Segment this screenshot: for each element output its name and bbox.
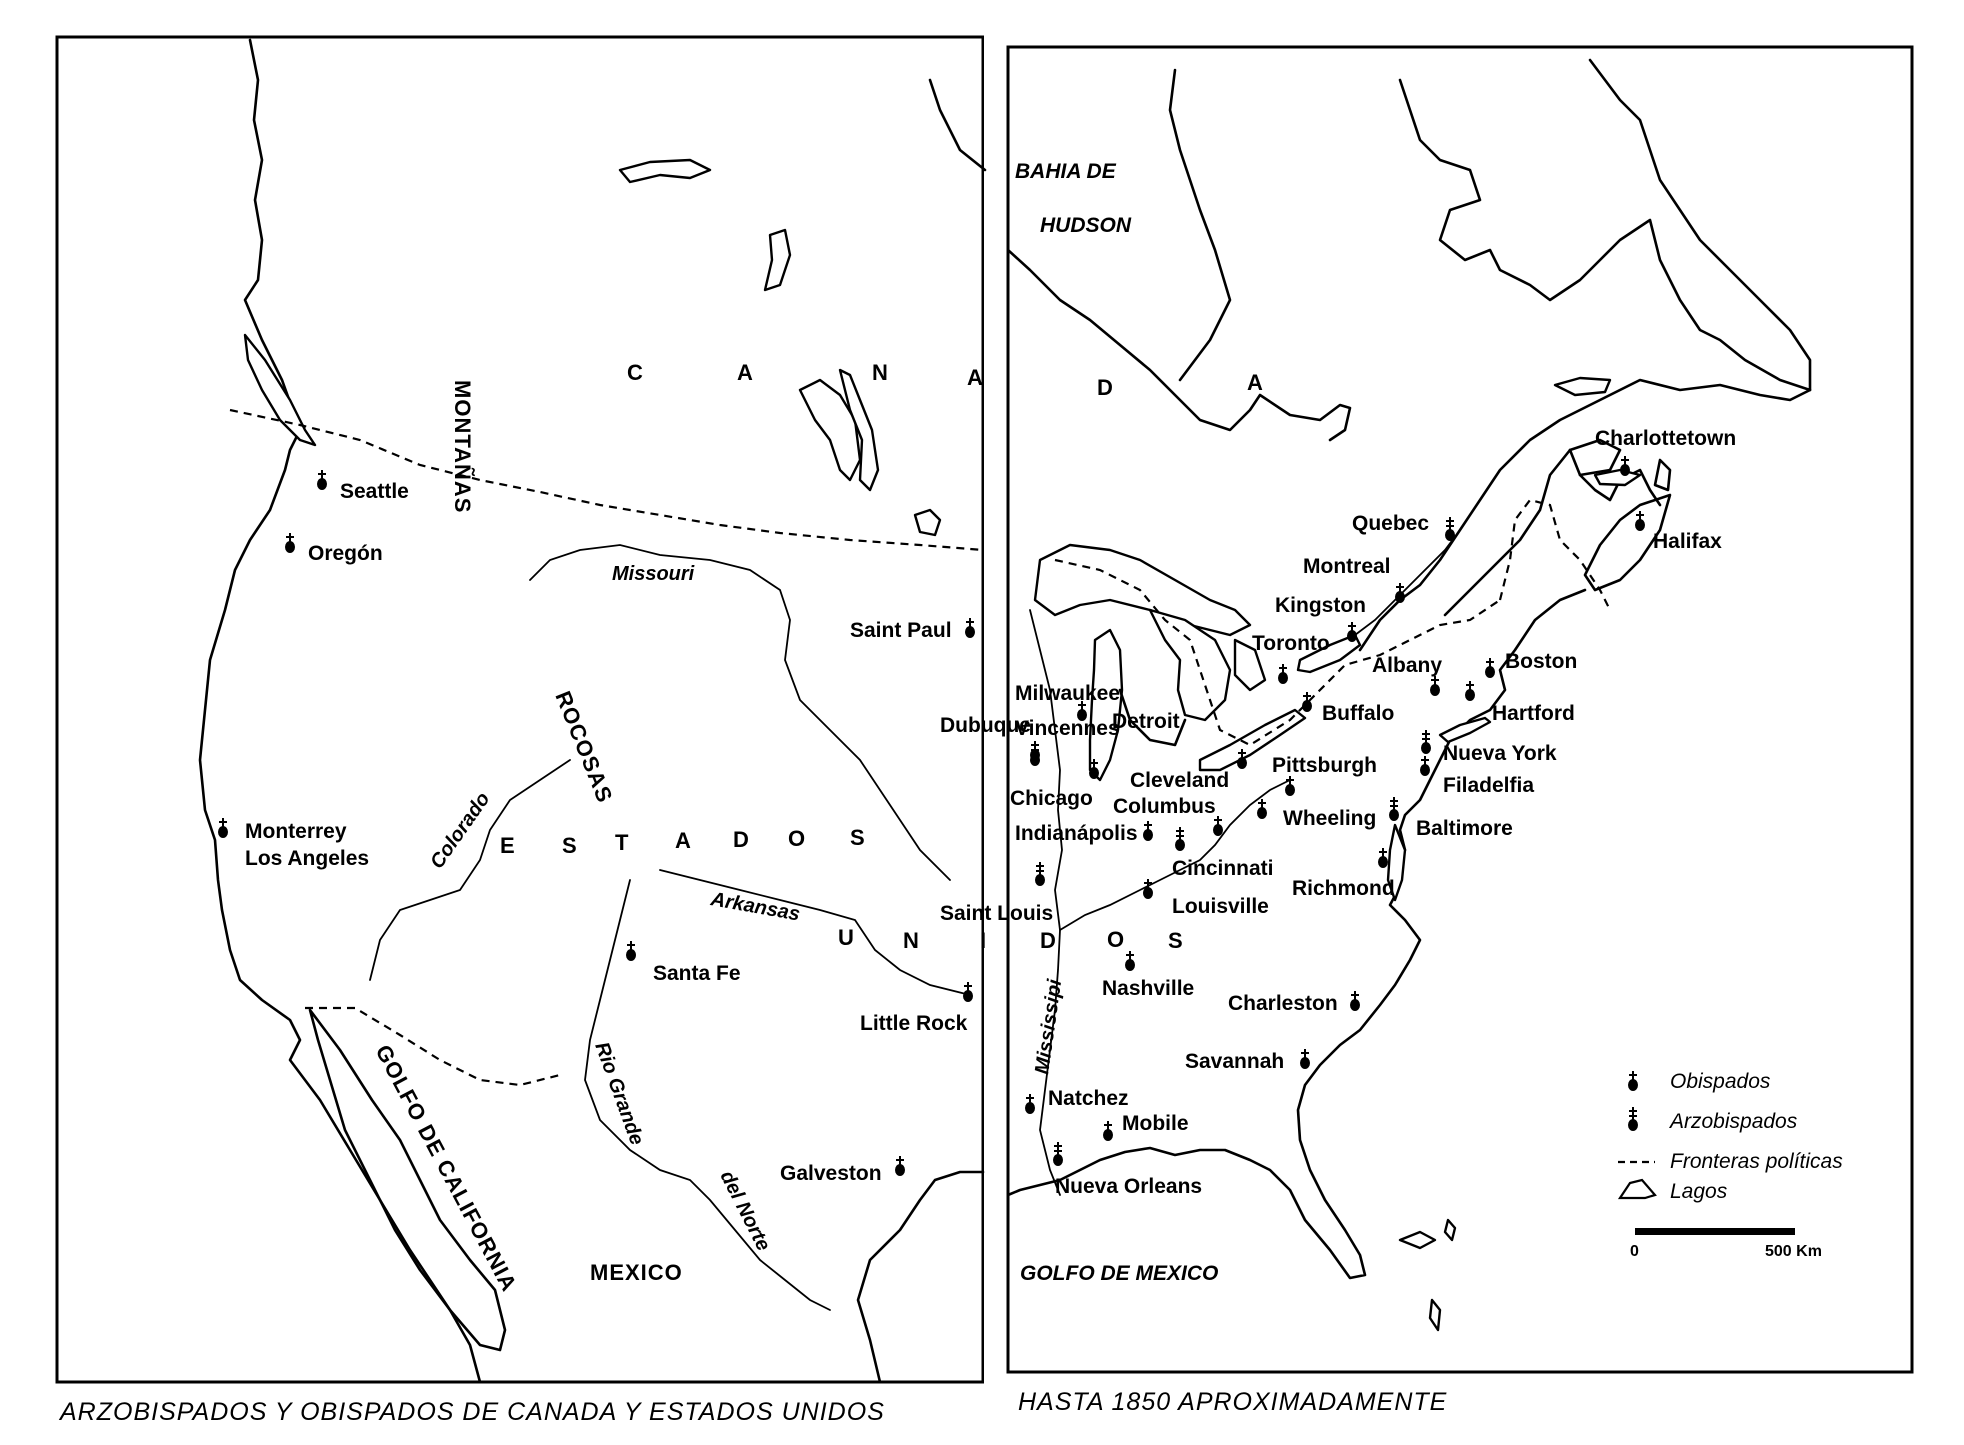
- montreal-marker: [1395, 583, 1405, 603]
- monterrey-marker: [218, 818, 228, 838]
- albany-marker: [1430, 676, 1440, 696]
- montanas-label: MONTAÑAS: [450, 380, 475, 514]
- seattle-marker: [317, 470, 327, 490]
- canada-letter-a1: A: [737, 360, 754, 385]
- dubuque-label: Dubuque: [940, 714, 1031, 737]
- unidos-letter-i: I: [980, 928, 988, 953]
- rio-grande-label: Rio Grande: [590, 1039, 648, 1149]
- lake-superior: [1035, 545, 1250, 635]
- pittsburgh-marker: [1285, 776, 1295, 796]
- nashville-label: Nashville: [1102, 977, 1195, 1000]
- nueva-orleans-marker: [1053, 1142, 1063, 1166]
- del-norte-label: del Norte: [715, 1167, 775, 1255]
- unidos-letter-u: U: [838, 925, 855, 950]
- lake-michigan: [1090, 630, 1122, 780]
- saint-paul-label: Saint Paul: [850, 619, 952, 642]
- charlottetown-label: Charlottetown: [1595, 427, 1737, 450]
- monterrey-label: Monterrey: [245, 820, 347, 843]
- baltimore-marker: [1389, 797, 1399, 821]
- missouri-label: Missouri: [612, 563, 695, 585]
- legend-obispado-icon: [1628, 1071, 1638, 1091]
- golfo-california-label: GOLFO DE CALIFORNIA: [370, 1040, 523, 1296]
- legend: [1618, 1070, 1843, 1203]
- toronto-label: Toronto: [1252, 632, 1330, 655]
- kingston-label: Kingston: [1275, 594, 1366, 617]
- estados-letter-e: E: [500, 833, 516, 858]
- maine-border: [1500, 500, 1610, 610]
- canada-letter-a3: A: [1247, 370, 1264, 395]
- estados-letter-t: T: [615, 830, 630, 855]
- canada-letter-d: D: [1097, 375, 1114, 400]
- wheeling-marker: [1257, 799, 1267, 819]
- st-lawrence-river: [1355, 530, 1460, 635]
- cleveland-marker: [1237, 749, 1247, 769]
- unidos-letter-n: N: [903, 928, 920, 953]
- filadelfia-label: Filadelfia: [1443, 774, 1535, 797]
- pittsburgh-label: Pittsburgh: [1272, 754, 1377, 777]
- legend-arzobispados: Arzobispados: [1670, 1110, 1798, 1133]
- savannah-label: Savannah: [1185, 1050, 1285, 1073]
- chicago-label: Chicago: [1010, 787, 1093, 810]
- seattle-label: Seattle: [340, 480, 409, 503]
- colorado-river: [370, 760, 570, 980]
- little-rock-label: Little Rock: [860, 1012, 968, 1035]
- nueva-york-marker: [1421, 730, 1431, 754]
- boston-marker: [1485, 658, 1495, 678]
- bahia-label-line2: HUDSON: [1040, 214, 1132, 237]
- legend-lake-icon: [1620, 1180, 1655, 1198]
- nashville-marker: [1125, 951, 1135, 971]
- charleston-label: Charleston: [1228, 992, 1338, 1015]
- hartford-marker: [1465, 681, 1475, 701]
- toronto-marker: [1278, 664, 1288, 684]
- halifax-marker: [1635, 511, 1645, 531]
- natchez-marker: [1025, 1094, 1035, 1114]
- cleveland-label: Cleveland: [1130, 769, 1230, 792]
- richmond-label: Richmond: [1292, 877, 1395, 900]
- hudson-bay-coast: [1008, 250, 1350, 440]
- caption-left: ARZOBISPADOS Y OBISPADOS DE CANADA Y ESTADOS UNIDOS: [60, 1398, 885, 1426]
- natchez-label: Natchez: [1048, 1087, 1129, 1110]
- quebec-label: Quebec: [1352, 512, 1430, 535]
- pacific-coastline: [200, 40, 480, 1382]
- santa-fe-label: Santa Fe: [653, 962, 741, 985]
- chicago-marker: [1030, 746, 1040, 766]
- indianapolis-marker: [1143, 821, 1153, 841]
- baltimore-label: Baltimore: [1416, 817, 1513, 840]
- charlottetown-marker: [1620, 456, 1630, 476]
- nueva-orleans-label: Nueva Orleans: [1055, 1175, 1203, 1198]
- canada-letter-c: C: [627, 360, 644, 385]
- estados-letter-s2: S: [850, 825, 866, 850]
- columbus-marker: [1213, 816, 1223, 836]
- detroit-label: Detroit: [1112, 710, 1180, 733]
- legend-lagos: Lagos: [1670, 1180, 1728, 1203]
- james-bay-east: [1170, 70, 1230, 380]
- galveston-marker: [895, 1156, 905, 1176]
- cincinnati-label: Cincinnati: [1172, 857, 1274, 880]
- legend-arzobispado-icon: [1628, 1107, 1638, 1131]
- cape-breton: [1655, 460, 1670, 490]
- seam-mask: [984, 30, 1006, 1390]
- montreal-label: Montreal: [1303, 555, 1391, 578]
- estados-letter-o: O: [788, 826, 807, 851]
- scale-bar-solid: [1635, 1228, 1795, 1235]
- richmond-marker: [1378, 848, 1388, 868]
- kingston-marker: [1347, 622, 1357, 642]
- saint-paul-marker: [965, 618, 975, 638]
- great-bear-lake: [620, 160, 710, 182]
- scale-max: 500 Km: [1765, 1243, 1822, 1260]
- charleston-marker: [1350, 991, 1360, 1011]
- halifax-label: Halifax: [1653, 530, 1722, 553]
- ungava-coast: [1400, 60, 1810, 390]
- us-mexico-border: [305, 1008, 560, 1085]
- caption-right: HASTA 1850 APROXIMADAMENTE: [1018, 1388, 1448, 1416]
- wheeling-label: Wheeling: [1283, 807, 1377, 830]
- louisville-label: Louisville: [1172, 895, 1269, 918]
- columbus-label: Columbus: [1113, 795, 1216, 818]
- santa-fe-marker: [626, 941, 636, 961]
- unidos-letter-d: D: [1040, 928, 1057, 953]
- mississipi-label: Mississipi: [1031, 977, 1067, 1076]
- colorado-label: Colorado: [426, 788, 495, 873]
- florida-keys-fragment: [1430, 1300, 1440, 1330]
- buffalo-label: Buffalo: [1322, 702, 1395, 725]
- long-island: [1440, 718, 1490, 742]
- milwaukee-label: Milwaukee: [1015, 682, 1121, 705]
- indianapolis-label: Indianápolis: [1015, 822, 1138, 845]
- unidos-letter-s: S: [1168, 928, 1184, 953]
- unidos-letter-o: O: [1107, 927, 1126, 952]
- saint-louis-marker: [1035, 862, 1045, 886]
- estados-letter-a: A: [675, 828, 692, 853]
- estados-letter-s1: S: [562, 833, 578, 858]
- hartford-label: Hartford: [1492, 702, 1575, 725]
- quebec-marker: [1445, 517, 1455, 541]
- anticosti-island: [1555, 378, 1610, 395]
- galveston-label: Galveston: [780, 1162, 882, 1185]
- texas-coast: [858, 1172, 983, 1382]
- saint-louis-label: Saint Louis: [940, 902, 1054, 925]
- oregon-label: Oregón: [308, 542, 383, 565]
- savannah-marker: [1300, 1049, 1310, 1069]
- lake-of-woods: [915, 510, 940, 535]
- baja-california: [310, 1010, 505, 1350]
- canada-letter-n: N: [872, 360, 889, 385]
- puget-sound: [245, 335, 315, 445]
- great-slave-lake: [765, 230, 790, 290]
- rocosas-label: ROCOSAS: [550, 687, 618, 807]
- cuba-fragment: [1400, 1232, 1435, 1248]
- mobile-label: Mobile: [1122, 1112, 1189, 1135]
- little-rock-marker: [963, 982, 973, 1002]
- scale-bar: [1630, 1228, 1822, 1260]
- mexico-label: MEXICO: [590, 1260, 683, 1285]
- scale-zero: 0: [1630, 1243, 1639, 1260]
- golfo-mexico-label: GOLFO DE MEXICO: [1020, 1262, 1219, 1285]
- buffalo-marker: [1302, 692, 1312, 712]
- boston-label: Boston: [1505, 650, 1578, 673]
- canada-letter-a2: A: [967, 365, 984, 390]
- arctic-coast-west: [930, 80, 985, 170]
- mobile-marker: [1103, 1121, 1113, 1141]
- detroit-marker: [1089, 759, 1099, 779]
- louisville-marker: [1143, 879, 1153, 899]
- bahia-label-line1: BAHIA DE: [1015, 160, 1116, 183]
- filadelfia-marker: [1420, 756, 1430, 776]
- oregon-marker: [285, 533, 295, 553]
- estados-letter-d: D: [733, 827, 750, 852]
- los-angeles-label: Los Angeles: [245, 847, 370, 870]
- legend-fronteras: Fronteras políticas: [1670, 1150, 1843, 1173]
- legend-obispados: Obispados: [1670, 1070, 1771, 1093]
- albany-label: Albany: [1372, 654, 1443, 677]
- cincinnati-marker: [1175, 827, 1185, 851]
- bahamas-fragment: [1445, 1220, 1455, 1240]
- st-lawrence-south-shore: [1445, 450, 1570, 615]
- arkansas-label: Arkansas: [709, 888, 802, 926]
- nueva-york-label: Nueva York: [1443, 742, 1557, 765]
- vincennes-label: Vincennes: [1015, 717, 1120, 740]
